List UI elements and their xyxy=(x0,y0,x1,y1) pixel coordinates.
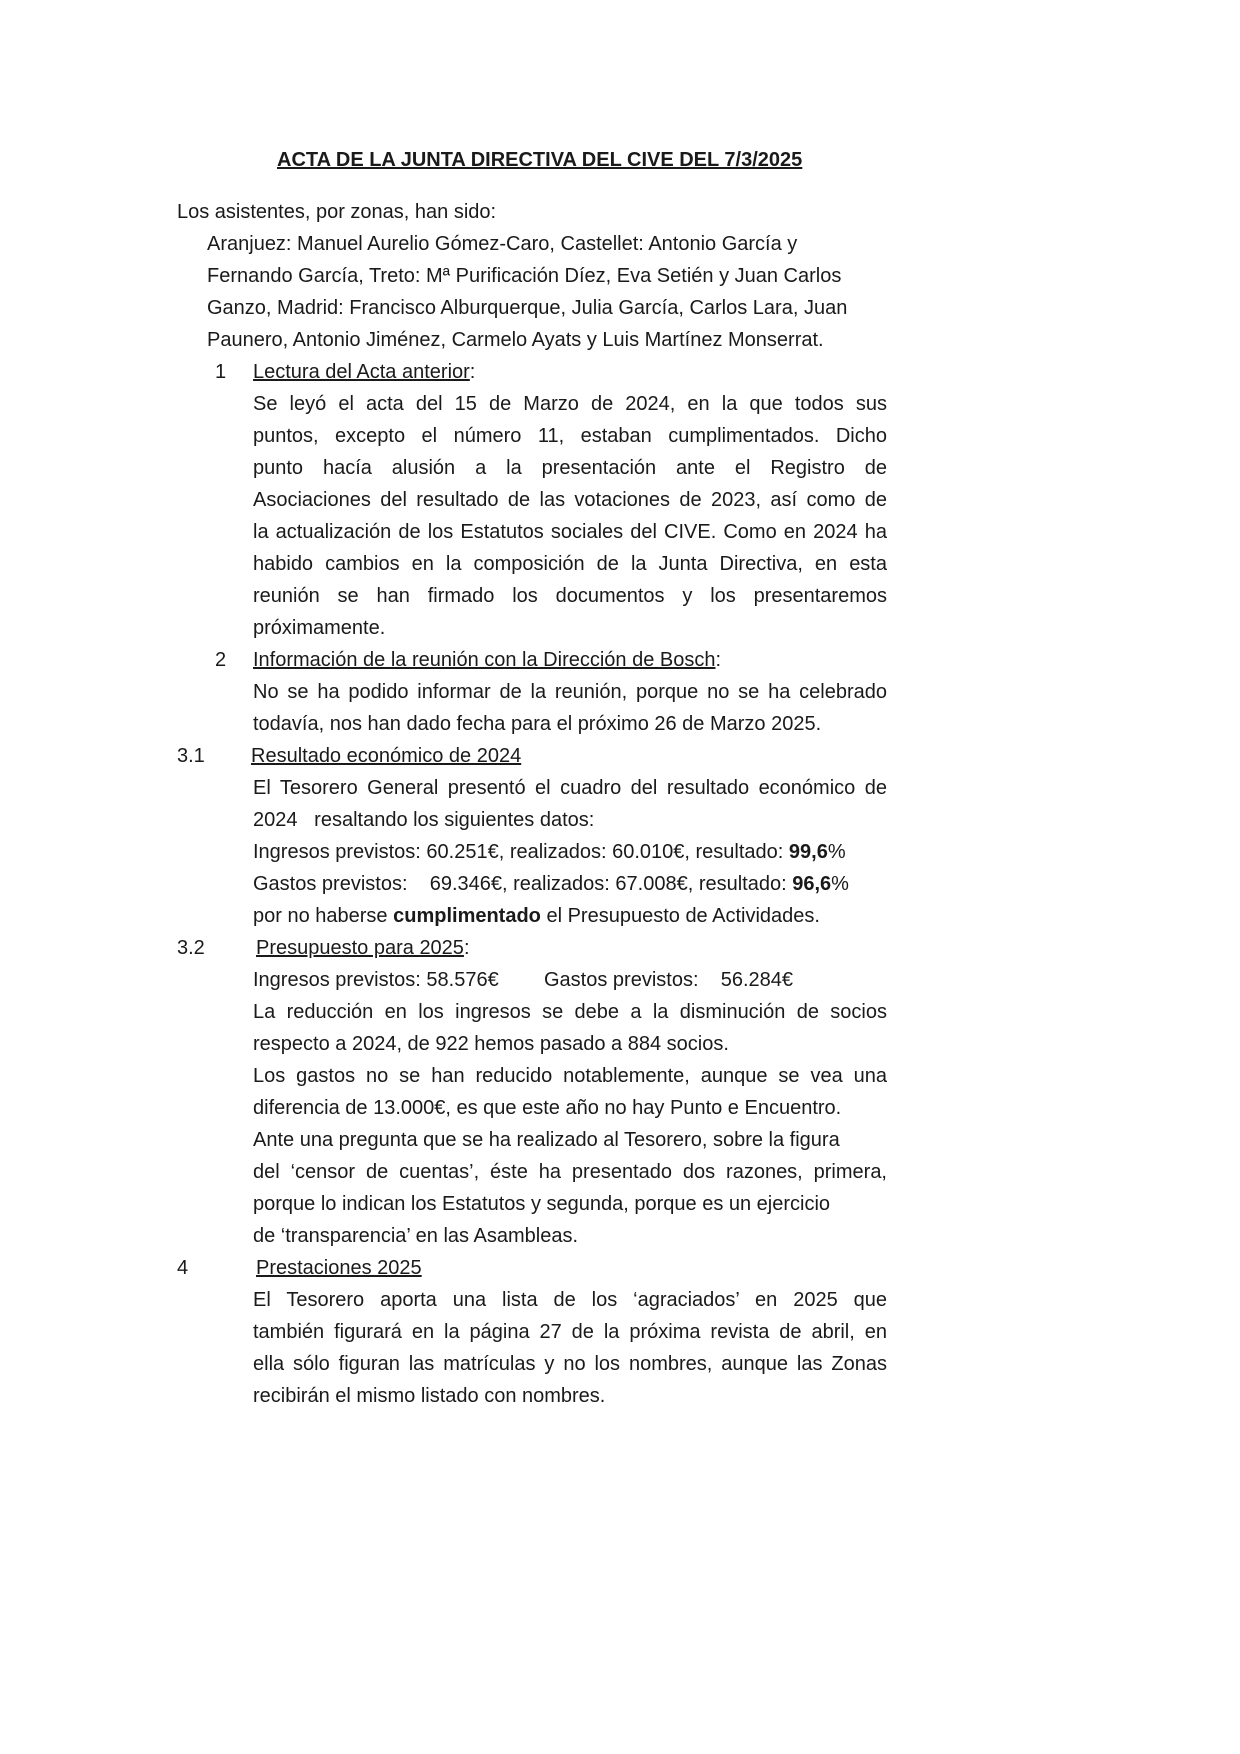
expense-result-line xyxy=(253,872,849,896)
section-number: 1 xyxy=(215,361,227,383)
section-line: Los gastos no se han reducido notablemente, aunque se vea una xyxy=(253,1065,887,1087)
section-line: ella sólo figuran las matrículas y no los nombres, aunque las Zonas xyxy=(253,1353,887,1375)
section-line: puntos, excepto el número 11, estaban cumplimentados. Dicho xyxy=(253,425,887,447)
document-title: ACTA DE LA JUNTA DIRECTIVA DEL CIVE DEL 7/3/2025 xyxy=(277,149,803,171)
section-heading-text: Presupuesto para 2025 xyxy=(256,937,464,959)
section-line: del ‘censor de cuentas’, éste ha presentado dos razones, primera, xyxy=(253,1161,887,1183)
expense-result-text: Gastos previstos: 69.346€, realizados: 67.008€, resultado: xyxy=(253,873,793,895)
section-line: diferencia de 13.000€, es que este año no hay Punto e Encuentro. xyxy=(253,1097,842,1119)
result-note-pre: por no haberse xyxy=(253,905,394,927)
heading-colon: : xyxy=(715,649,722,671)
section-heading: Prestaciones 2025 xyxy=(256,1257,422,1279)
section-line: de ‘transparencia’ en las Asambleas. xyxy=(253,1225,578,1247)
section-line: La reducción en los ingresos se debe a la disminución de socios xyxy=(253,1001,887,1023)
income-result-line xyxy=(253,840,846,864)
pct-sign: % xyxy=(831,873,849,895)
attendees-line: Paunero, Antonio Jiménez, Carmelo Ayats y Luis Martínez Monserrat. xyxy=(207,329,824,351)
section-heading xyxy=(256,936,470,960)
section-line: todavía, nos han dado fecha para el próximo 26 de Marzo 2025. xyxy=(253,713,822,735)
section-line: la actualización de los Estatutos sociales del CIVE. Como en 2024 ha xyxy=(253,521,887,543)
section-heading-text: Lectura del Acta anterior xyxy=(253,361,470,383)
heading-colon: : xyxy=(463,937,470,959)
expense-result-pct: 96,6 xyxy=(792,873,832,895)
income-result-pct: 99,6 xyxy=(788,841,828,863)
pct-sign: % xyxy=(827,841,846,863)
section-number: 2 xyxy=(215,649,227,671)
income-result-text: Ingresos previstos: 60.251€, realizados: 60.010€, resultado: xyxy=(253,841,789,863)
result-note-line xyxy=(253,904,820,928)
section-line: también figurará en la página 27 de la próxima revista de abril, en xyxy=(253,1321,887,1343)
section-number: 4 xyxy=(177,1257,189,1279)
section-line: próximamente. xyxy=(253,617,386,639)
section-line: habido cambios en la composición de la Junta Directiva, en esta xyxy=(253,553,887,575)
result-note-bold: cumplimentado xyxy=(393,905,541,927)
section-line: 2024 resaltando los siguientes datos: xyxy=(253,809,595,831)
section-line: Se leyó el acta del 15 de Marzo de 2024, en la que todos sus xyxy=(253,393,887,415)
section-line: El Tesorero General presentó el cuadro del resultado económico de xyxy=(253,777,887,799)
section-heading: Resultado económico de 2024 xyxy=(251,745,522,767)
section-heading xyxy=(253,360,475,384)
section-line: Asociaciones del resultado de las votaciones de 2023, así como de xyxy=(253,489,887,511)
section-line: respecto a 2024, de 922 hemos pasado a 884 socios. xyxy=(253,1033,729,1055)
section-line: porque lo indican los Estatutos y segunda, porque es un ejercicio xyxy=(253,1193,831,1215)
section-heading-text: Información de la reunión con la Dirección de Bosch xyxy=(253,649,716,671)
attendees-line: Ganzo, Madrid: Francisco Alburquerque, Julia García, Carlos Lara, Juan xyxy=(207,297,848,319)
budget-expense: Gastos previstos: 56.284€ xyxy=(544,969,794,991)
section-line: Ante una pregunta que se ha realizado al Tesorero, sobre la figura xyxy=(253,1129,840,1151)
section-line: El Tesorero aporta una lista de los ‘agraciados’ en 2025 que xyxy=(253,1289,887,1311)
attendees-intro: Los asistentes, por zonas, han sido: xyxy=(177,201,497,223)
attendees-line: Fernando García, Treto: Mª Purificación Díez, Eva Setién y Juan Carlos xyxy=(207,265,842,287)
heading-colon: : xyxy=(469,361,476,383)
attendees-line: Aranjuez: Manuel Aurelio Gómez-Caro, Castellet: Antonio García y xyxy=(207,233,798,255)
section-line: punto hacía alusión a la presentación ante el Registro de xyxy=(253,457,887,479)
section-line: recibirán el mismo listado con nombres. xyxy=(253,1385,606,1407)
result-note-post: el Presupuesto de Actividades. xyxy=(540,905,820,927)
section-number: 3.2 xyxy=(177,937,205,959)
section-line: No se ha podido informar de la reunión, porque no se ha celebrado xyxy=(253,681,887,703)
section-heading xyxy=(253,648,721,672)
budget-income: Ingresos previstos: 58.576€ xyxy=(253,969,499,991)
section-line: reunión se han firmado los documentos y los presentaremos xyxy=(253,585,887,607)
section-number: 3.1 xyxy=(177,745,205,767)
